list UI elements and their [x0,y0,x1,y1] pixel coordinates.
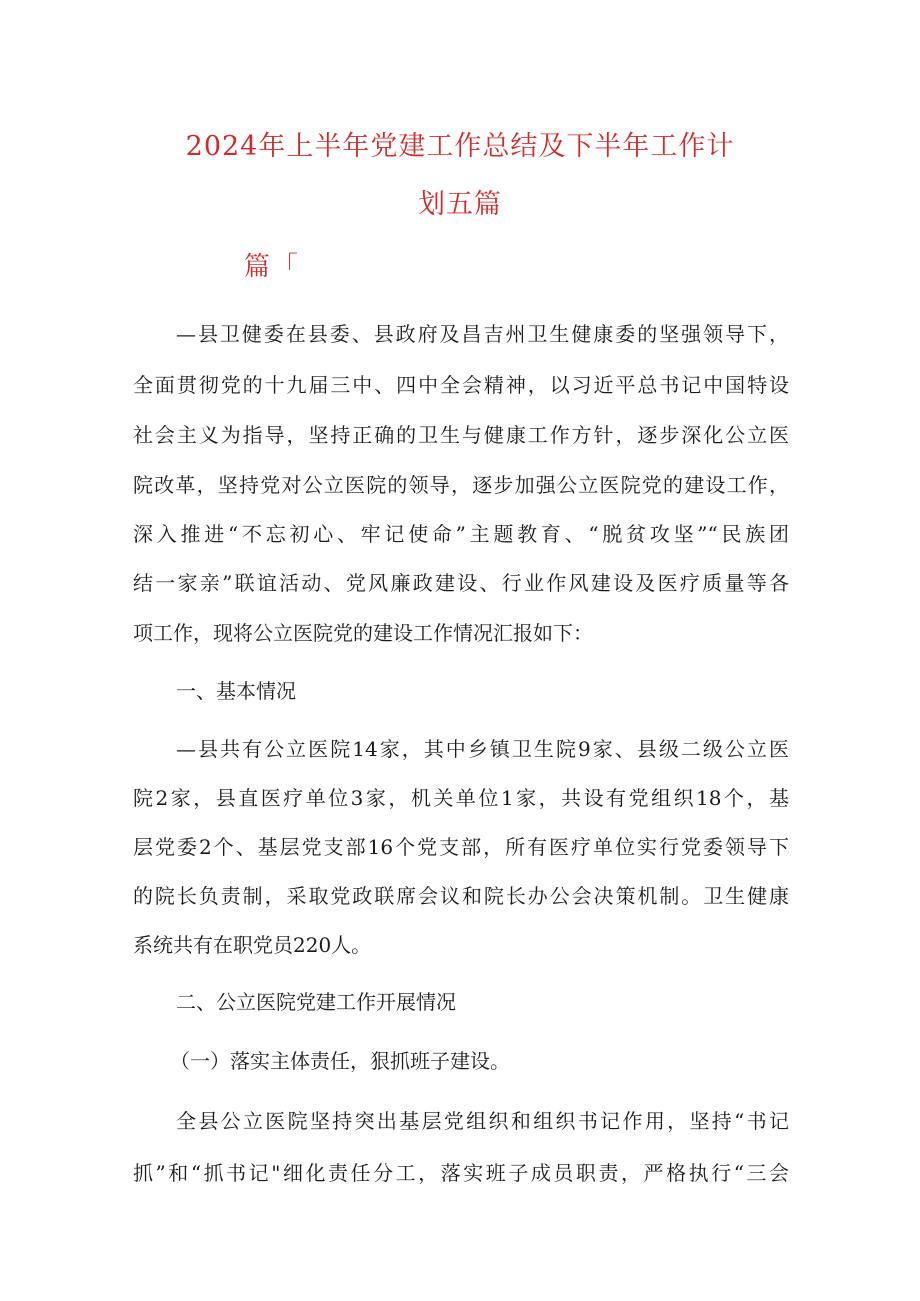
subsection-1-heading: （一）落实主体责任，狠抓班子建设。 [170,1049,510,1073]
paragraph-2-line-5: 系统共有在职党员220人。 [133,933,372,957]
paragraph-3-line-1: 全县公立医院坚持突出基层党组织和组织书记作用，坚持“书记 [176,1109,789,1133]
document-title-line-1: 2024年上半年党建工作总结及下半年工作计 [185,131,735,162]
paragraph-1-line-4: 院改革，坚持党对公立医院的领导，逐步加强公立医院党的建设工作， [133,473,789,497]
paragraph-3-line-2: 抓”和“抓书记"细化责任分工，落实班子成员职责，严格执行“三会 [133,1161,789,1185]
paragraph-1-line-1: —县卫健委在县委、县政府及昌吉州卫生健康委的坚强领导下， [176,322,789,346]
paragraph-2-line-2: 院2家，县直医疗单位3家，机关单位1家，共设有党组织18个，基 [133,786,789,810]
part-label: 篇「 [244,252,301,282]
section-1-heading: 一、基本情况 [176,679,296,703]
paragraph-1-line-2: 全面贯彻党的十九届三中、四中全会精神，以习近平总书记中国特设 [133,373,789,397]
paragraph-1-line-5: 深入推进“不忘初心、牢记使命”主题教育、“脱贫攻坚”“民族团 [133,522,789,546]
paragraph-2-line-4: 的院长负责制，采取党政联席会议和院长办公会决策机制。卫生健康 [133,884,789,908]
section-2-heading: 二、公立医院党建工作开展情况 [176,990,456,1014]
paragraph-1-line-7: 项工作，现将公立医院党的建设工作情况汇报如下： [133,621,593,645]
paragraph-1-line-6: 结一家亲”联谊活动、党风廉政建设、行业作风建设及医疗质量等各 [133,571,789,595]
document-title-line-2: 划五篇 [418,189,502,220]
paragraph-2-line-3: 层党委2个、基层党支部16个党支部，所有医疗单位实行党委领导下 [133,835,789,859]
paragraph-1-line-3: 社会主义为指导，坚持正确的卫生与健康工作方针，逐步深化公立医 [133,423,789,447]
paragraph-2-line-1: —县共有公立医院14家，其中乡镇卫生院9家、县级二级公立医 [176,737,789,761]
